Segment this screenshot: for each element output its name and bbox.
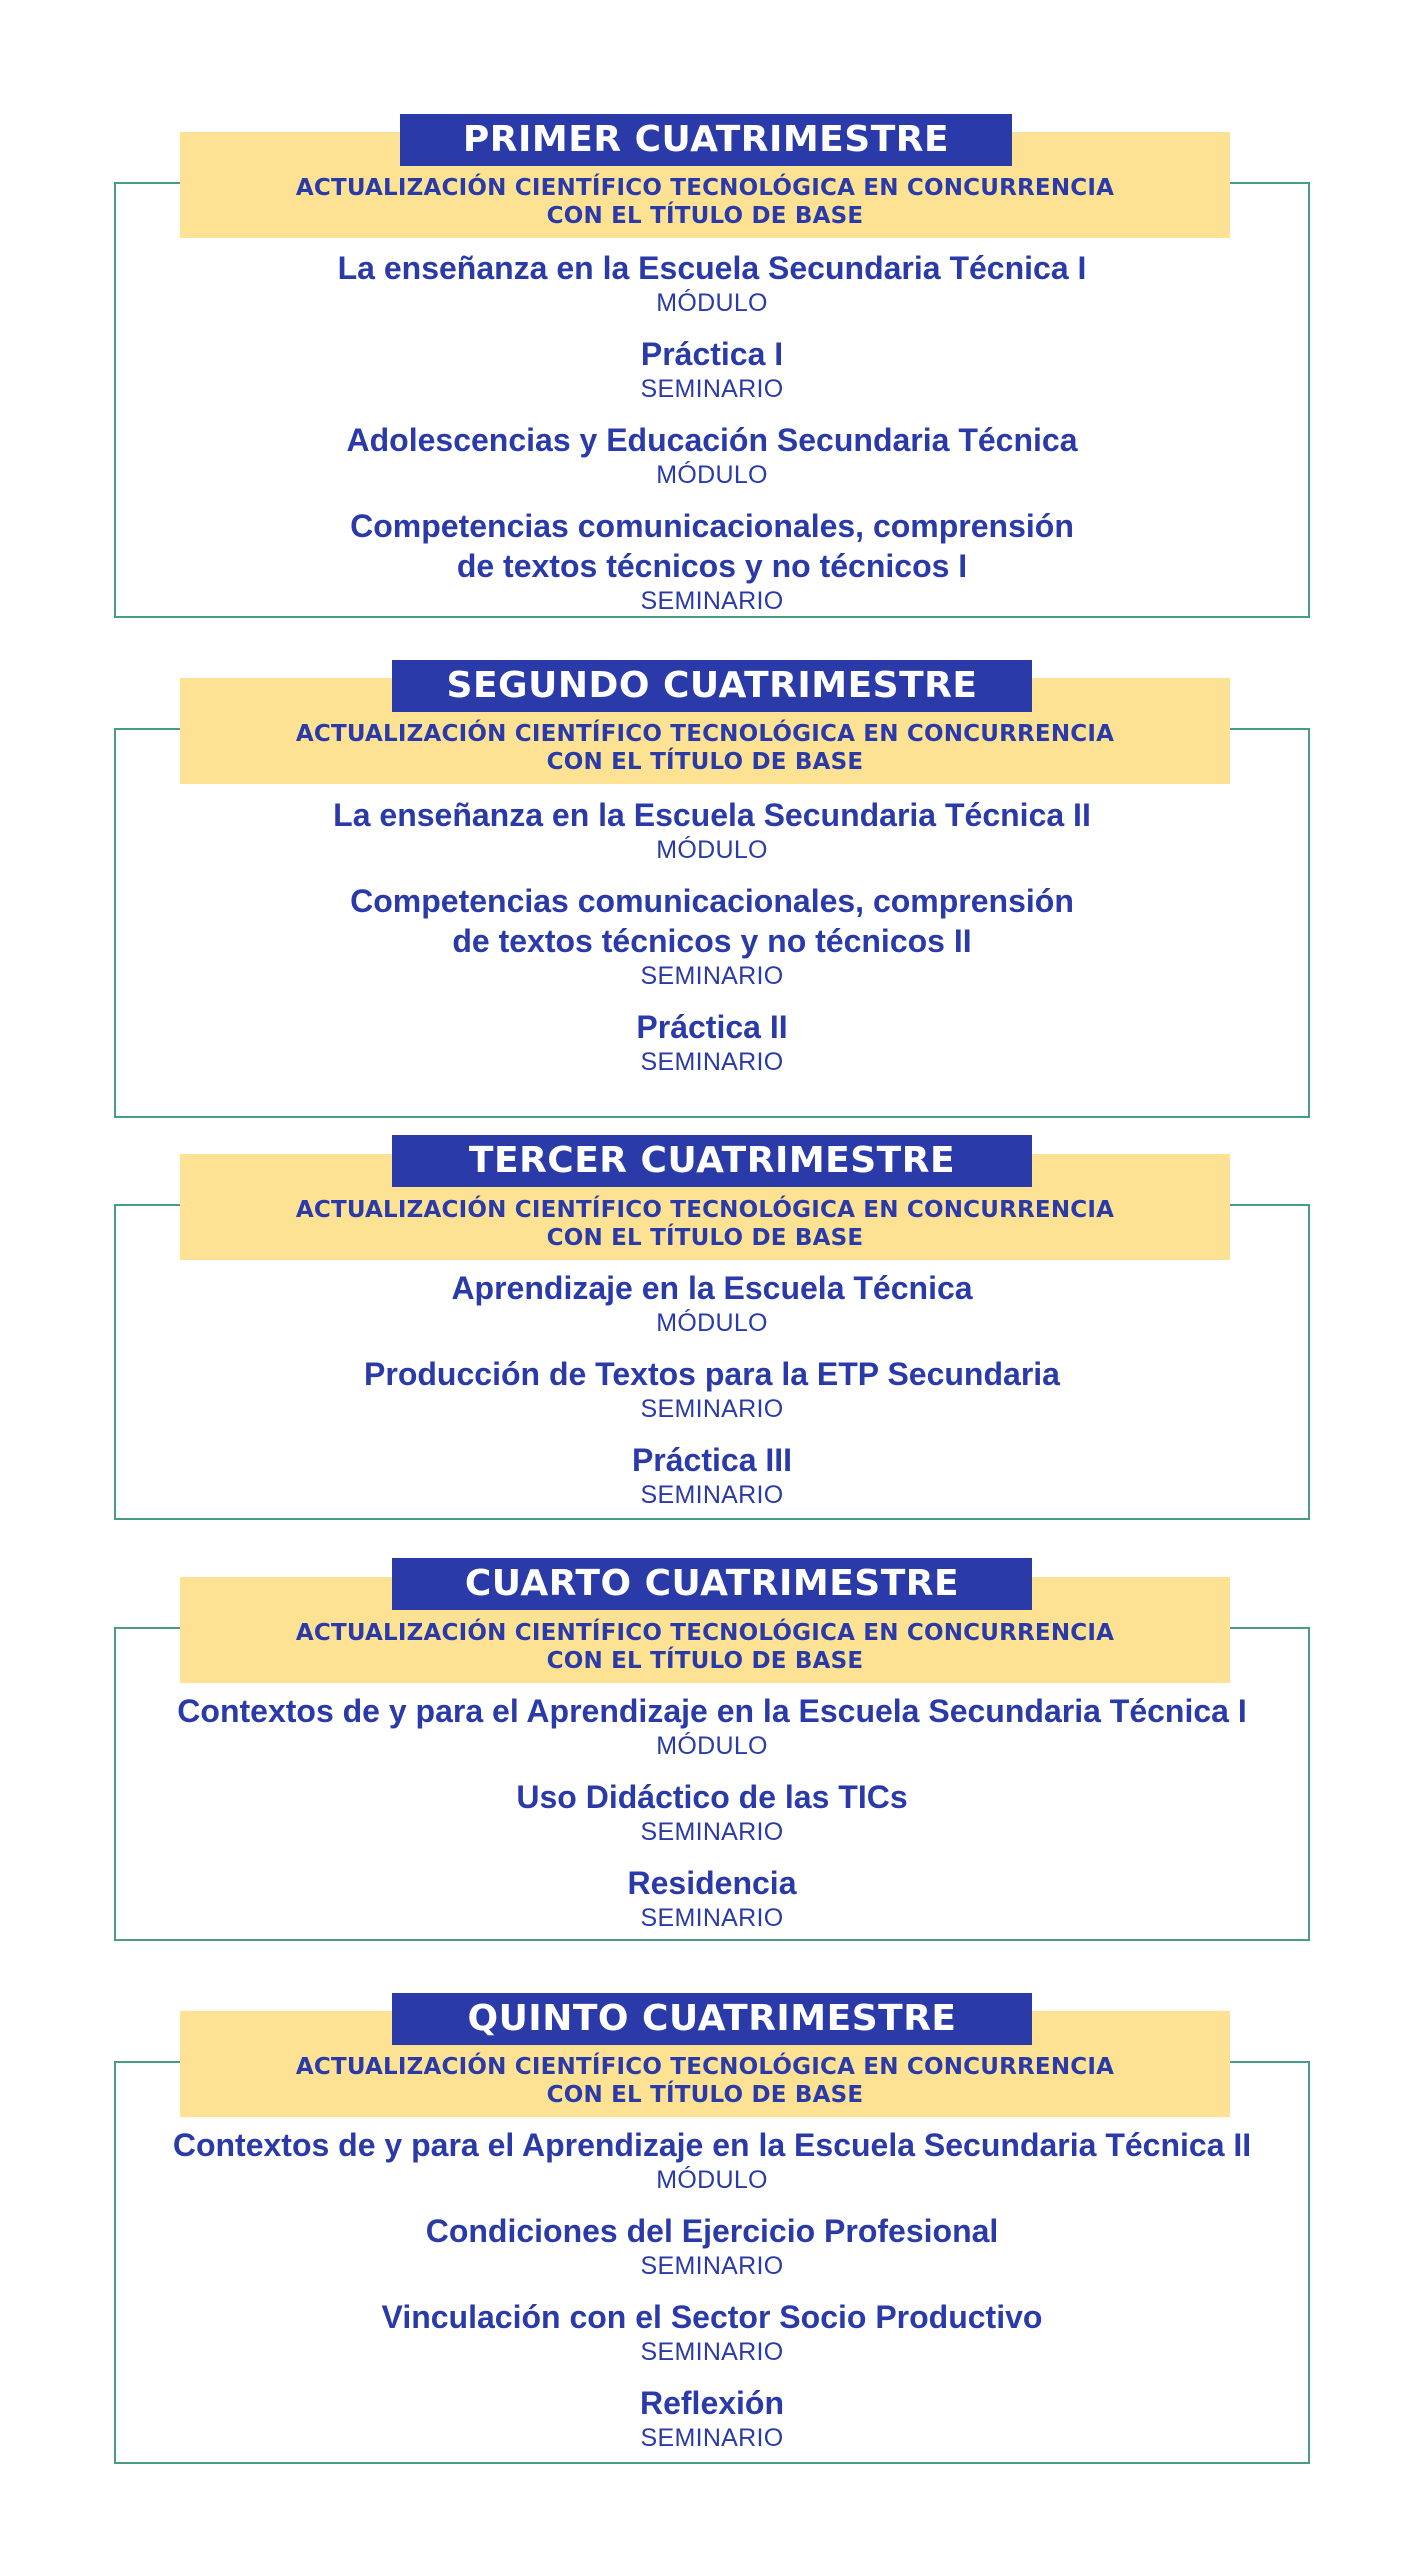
course-item [114, 420, 1310, 490]
course-title: Contextos de y para el Aprendizaje en la Escuela Secundaria Técnica II [172, 2127, 1252, 2163]
course-title: Vinculación con el Sector Socio Productivo [381, 2299, 1043, 2335]
course-item [114, 1268, 1310, 1338]
course-item [114, 881, 1310, 991]
course-type: SEMINARIO [640, 962, 784, 990]
course-title: Contextos de y para el Aprendizaje en la Escuela Secundaria Técnica I [177, 1693, 1247, 1729]
course-list [114, 795, 1310, 1093]
course-title: Producción de Textos para la ETP Secundaria [364, 1356, 1060, 1392]
section-title: TERCER CUATRIMESTRE [392, 1135, 1032, 1187]
course-type: MÓDULO [656, 289, 768, 317]
course-title: Práctica III [631, 1442, 793, 1478]
course-title: La enseñanza en la Escuela Secundaria Técnica II [333, 797, 1091, 833]
course-type: MÓDULO [656, 2166, 768, 2194]
section-subtitle: ACTUALIZACIÓN CIENTÍFICO TECNOLÓGICA EN CONCURRENCIA CON EL TÍTULO DE BASE [295, 2054, 1115, 2108]
course-title: Aprendizaje en la Escuela Técnica [451, 1270, 973, 1306]
course-list [114, 1268, 1310, 1526]
section-title: SEGUNDO CUATRIMESTRE [392, 660, 1032, 712]
course-list [114, 248, 1310, 632]
course-type: SEMINARIO [640, 2424, 784, 2452]
course-title: Adolescencias y Educación Secundaria Técnica [346, 422, 1078, 458]
course-type: MÓDULO [656, 1732, 768, 1760]
course-item [114, 506, 1310, 616]
section-title: QUINTO CUATRIMESTRE [392, 1993, 1032, 2045]
course-title: Residencia [627, 1865, 797, 1901]
course-list [114, 1691, 1310, 1949]
course-item [114, 1863, 1310, 1933]
course-type: SEMINARIO [640, 587, 784, 615]
course-title: Reflexión [639, 2385, 785, 2421]
course-title: Competencias comunicacionales, comprensión de textos técnicos y no técnicos I [350, 508, 1074, 584]
section-title: CUARTO CUATRIMESTRE [392, 1558, 1032, 1610]
course-item [114, 1691, 1310, 1761]
course-item [114, 2211, 1310, 2281]
course-type: SEMINARIO [640, 1481, 784, 1509]
course-title: Competencias comunicacionales, comprensión de textos técnicos y no técnicos II [350, 883, 1074, 959]
section-subtitle: ACTUALIZACIÓN CIENTÍFICO TECNOLÓGICA EN CONCURRENCIA CON EL TÍTULO DE BASE [295, 721, 1115, 775]
course-item [114, 1777, 1310, 1847]
course-item [114, 2125, 1310, 2195]
section-title: PRIMER CUATRIMESTRE [400, 114, 1012, 166]
course-type: SEMINARIO [640, 1048, 784, 1076]
section-subtitle: ACTUALIZACIÓN CIENTÍFICO TECNOLÓGICA EN CONCURRENCIA CON EL TÍTULO DE BASE [295, 1620, 1115, 1674]
course-item [114, 2297, 1310, 2367]
course-type: SEMINARIO [640, 2252, 784, 2280]
course-item [114, 1354, 1310, 1424]
course-type: MÓDULO [656, 1309, 768, 1337]
course-item [114, 1007, 1310, 1077]
section-subtitle: ACTUALIZACIÓN CIENTÍFICO TECNOLÓGICA EN CONCURRENCIA CON EL TÍTULO DE BASE [295, 1197, 1115, 1251]
course-title: Condiciones del Ejercicio Profesional [425, 2213, 999, 2249]
course-list [114, 2125, 1310, 2469]
course-title: Práctica II [636, 1009, 788, 1045]
course-title: La enseñanza en la Escuela Secundaria Técnica I [337, 250, 1087, 286]
course-item [114, 334, 1310, 404]
course-type: MÓDULO [656, 461, 768, 489]
course-title: Práctica I [640, 336, 784, 372]
course-type: SEMINARIO [640, 1818, 784, 1846]
course-type: MÓDULO [656, 836, 768, 864]
course-type: SEMINARIO [640, 1904, 784, 1932]
course-item [114, 248, 1310, 318]
course-type: SEMINARIO [640, 1395, 784, 1423]
section-subtitle: ACTUALIZACIÓN CIENTÍFICO TECNOLÓGICA EN CONCURRENCIA CON EL TÍTULO DE BASE [295, 175, 1115, 229]
course-title: Uso Didáctico de las TICs [516, 1779, 908, 1815]
course-type: SEMINARIO [640, 375, 784, 403]
course-item [114, 1440, 1310, 1510]
course-type: SEMINARIO [640, 2338, 784, 2366]
course-item [114, 2383, 1310, 2453]
course-item [114, 795, 1310, 865]
